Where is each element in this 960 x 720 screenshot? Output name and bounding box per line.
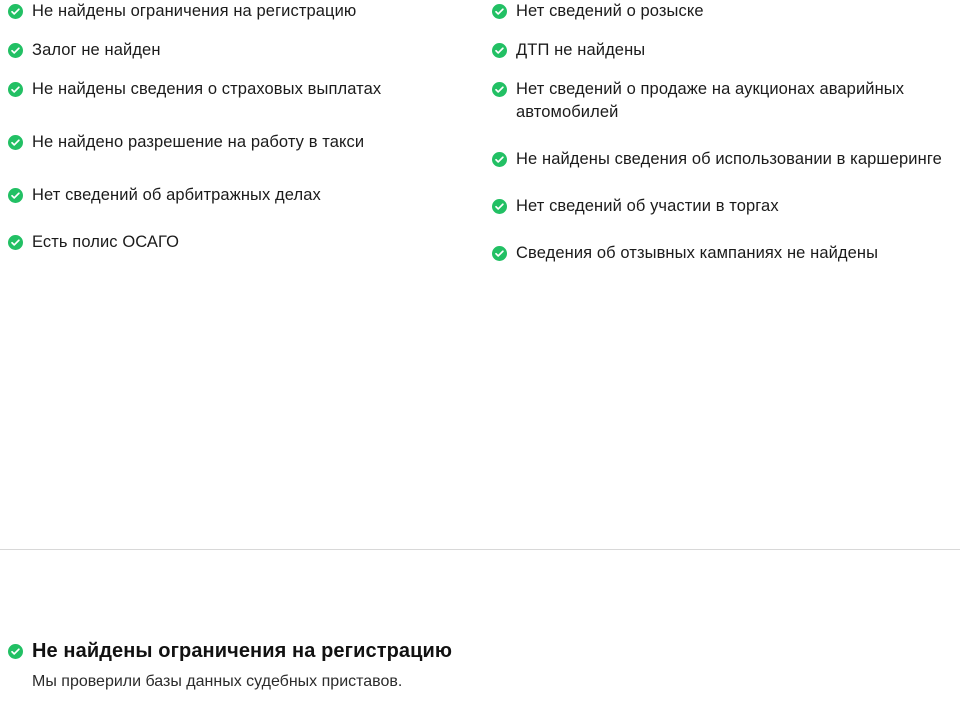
check-circle-icon [492, 246, 507, 261]
check-item[interactable] [8, 131, 478, 154]
check-circle-icon [492, 82, 507, 97]
check-item[interactable] [8, 0, 478, 23]
check-item[interactable] [8, 78, 478, 101]
check-circle-icon [492, 199, 507, 214]
check-item[interactable] [492, 242, 952, 265]
check-label: Залог не найден [32, 41, 161, 59]
check-circle-icon [8, 235, 23, 250]
check-label: Нет сведений об арбитражных делах [32, 186, 321, 204]
check-label: Не найдены сведения об использовании в каршеринге [516, 150, 942, 168]
check-circle-icon [8, 4, 23, 19]
check-circle-icon [8, 644, 23, 659]
check-label: Нет сведений о продаже на аукционах аварийных автомобилей [516, 80, 905, 121]
check-circle-icon [8, 82, 23, 97]
check-label: Нет сведений об участии в торгах [516, 197, 779, 215]
check-circle-icon [492, 43, 507, 58]
check-circle-icon [8, 43, 23, 58]
check-item[interactable] [492, 195, 952, 218]
detail-subtitle: Мы проверили базы данных судебных приставов. [32, 673, 403, 690]
checks-column-left [8, 0, 478, 270]
check-item[interactable] [8, 184, 478, 207]
detail-title: Не найдены ограничения на регистрацию [32, 640, 453, 662]
detail-section [8, 638, 908, 693]
check-circle-icon [492, 152, 507, 167]
check-label: Не найдены ограничения на регистрацию [32, 2, 357, 20]
check-item[interactable] [492, 78, 952, 124]
check-item[interactable] [8, 39, 478, 62]
check-item[interactable] [8, 231, 478, 254]
check-label: Не найдены сведения о страховых выплатах [32, 80, 382, 98]
check-circle-icon [492, 4, 507, 19]
check-label: ДТП не найдены [516, 41, 646, 59]
check-circle-icon [8, 135, 23, 150]
check-label: Нет сведений о розыске [516, 2, 704, 20]
check-label: Сведения об отзывных кампаниях не найдены [516, 244, 879, 262]
checks-column-right [492, 0, 952, 281]
check-label: Не найдено разрешение на работу в такси [32, 133, 365, 151]
check-item[interactable] [492, 0, 952, 23]
check-item[interactable] [492, 148, 952, 171]
section-divider [0, 549, 960, 550]
check-circle-icon [8, 188, 23, 203]
check-label: Есть полис ОСАГО [32, 233, 180, 251]
check-item[interactable] [492, 39, 952, 62]
detail-header [8, 638, 908, 664]
